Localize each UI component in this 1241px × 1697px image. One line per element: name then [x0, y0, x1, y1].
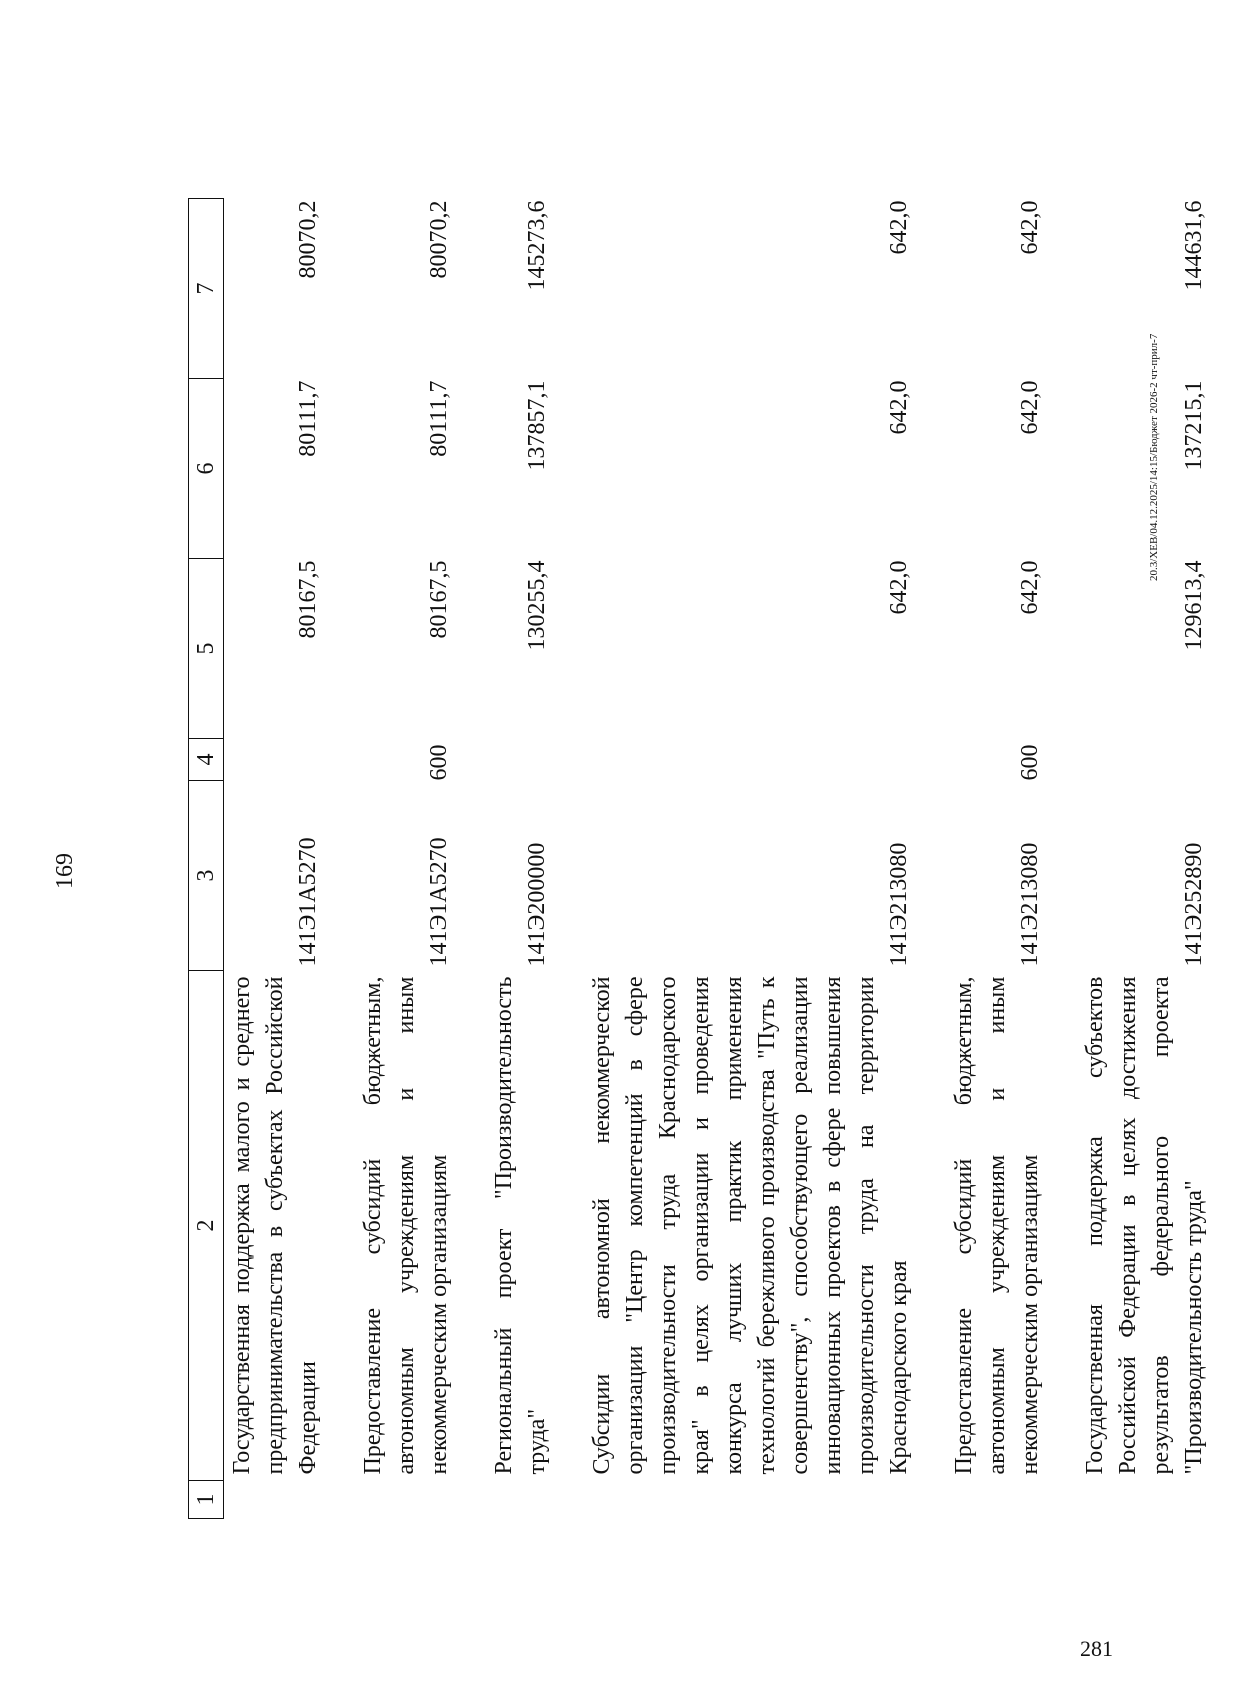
row-amount-col6: 80111,7 — [295, 380, 321, 457]
row-expense-type: 600 — [426, 744, 452, 781]
table-row — [224, 199, 356, 1519]
row-name: Государственная поддержка малого и среднего предпринимательства в субъектах Российской Федерации — [229, 976, 321, 1475]
footer-note: 20.3/XEB/04.12.2025/14:15/Бюджет 2026-2 чт-прил-7 — [1148, 333, 1160, 581]
row-target-code: 141Э1А5270 — [426, 837, 452, 967]
row-amount-col6: 80111,7 — [426, 380, 452, 457]
row-amount-col6: 642,0 — [1017, 380, 1043, 435]
row-amount-col6: 137857,1 — [524, 380, 550, 471]
row-amount-col5: 80167,5 — [426, 560, 452, 639]
header-col-5: 5 — [189, 559, 224, 739]
row-name: Государственная поддержка субъектов Российской Федерации в целях достижения результатов федерального проекта "Производительность труда" — [1082, 976, 1207, 1475]
row-target-code: 141Э200000 — [524, 842, 550, 967]
row-name: Предоставление субсидий бюджетным, автономным учреждениям и иным некоммерческим организациям — [951, 976, 1043, 1475]
table-row — [946, 199, 1077, 1519]
row-target-code: 141Э252890 — [1181, 842, 1207, 967]
row-index — [946, 1481, 1077, 1519]
header-col-2: 2 — [189, 971, 224, 1481]
row-index — [224, 1481, 356, 1519]
row-amount-col5: 130255,4 — [524, 560, 550, 651]
row-index — [1077, 1481, 1241, 1519]
table-header-row — [189, 199, 224, 1519]
row-name: Региональный проект "Производительность труда" — [491, 976, 550, 1475]
row-target-code: 141Э213080 — [886, 842, 912, 967]
row-amount-col7: 642,0 — [886, 200, 912, 255]
row-index — [486, 1481, 584, 1519]
row-amount-col7: 80070,2 — [295, 200, 321, 279]
corner-page-number: 281 — [1080, 1636, 1113, 1661]
row-amount-col5: 642,0 — [886, 560, 912, 615]
row-amount-col5: 80167,5 — [295, 560, 321, 639]
row-expense-type — [486, 739, 584, 781]
row-amount-col7: 145273,6 — [524, 200, 550, 291]
row-expense-type — [584, 739, 946, 781]
row-amount-col7: 144631,6 — [1181, 200, 1207, 291]
row-amount-col5: 642,0 — [1017, 560, 1043, 615]
row-index — [355, 1481, 486, 1519]
row-target-code: 141Э213080 — [1017, 842, 1043, 967]
header-col-6: 6 — [189, 379, 224, 559]
row-expense-type — [224, 739, 356, 781]
header-col-3: 3 — [189, 781, 224, 971]
table-row — [486, 199, 584, 1519]
row-expense-type: 600 — [1017, 744, 1043, 781]
row-amount-col6: 642,0 — [886, 380, 912, 435]
row-index — [584, 1481, 946, 1519]
row-name: Субсидии автономной некоммерческой организации "Центр компетенций в сфере производительности труда Краснодарского края" в целях организации и проведения конкурса лучших практик применения технологий бережливого производства "Путь к совершенству", способствующего реализации инновационных проектов в сфере повышения производительности труда на территории Краснодарского края — [589, 976, 912, 1475]
table-row — [584, 199, 946, 1519]
row-amount-col7: 80070,2 — [426, 200, 452, 279]
row-name: Предоставление субсидий бюджетным, автономным учреждениям и иным некоммерческим организациям — [360, 976, 452, 1475]
budget-table — [188, 198, 1241, 1519]
table-row — [355, 199, 486, 1519]
page-number: 169 — [52, 853, 78, 889]
header-col-7: 7 — [189, 199, 224, 379]
row-amount-col6: 137215,1 — [1181, 380, 1207, 471]
row-amount-col7: 642,0 — [1017, 200, 1043, 255]
row-amount-col5: 129613,4 — [1181, 560, 1207, 651]
header-col-4: 4 — [189, 739, 224, 781]
header-col-1: 1 — [189, 1481, 224, 1519]
row-expense-type — [1077, 739, 1241, 781]
row-target-code: 141Э1А5270 — [295, 837, 321, 967]
